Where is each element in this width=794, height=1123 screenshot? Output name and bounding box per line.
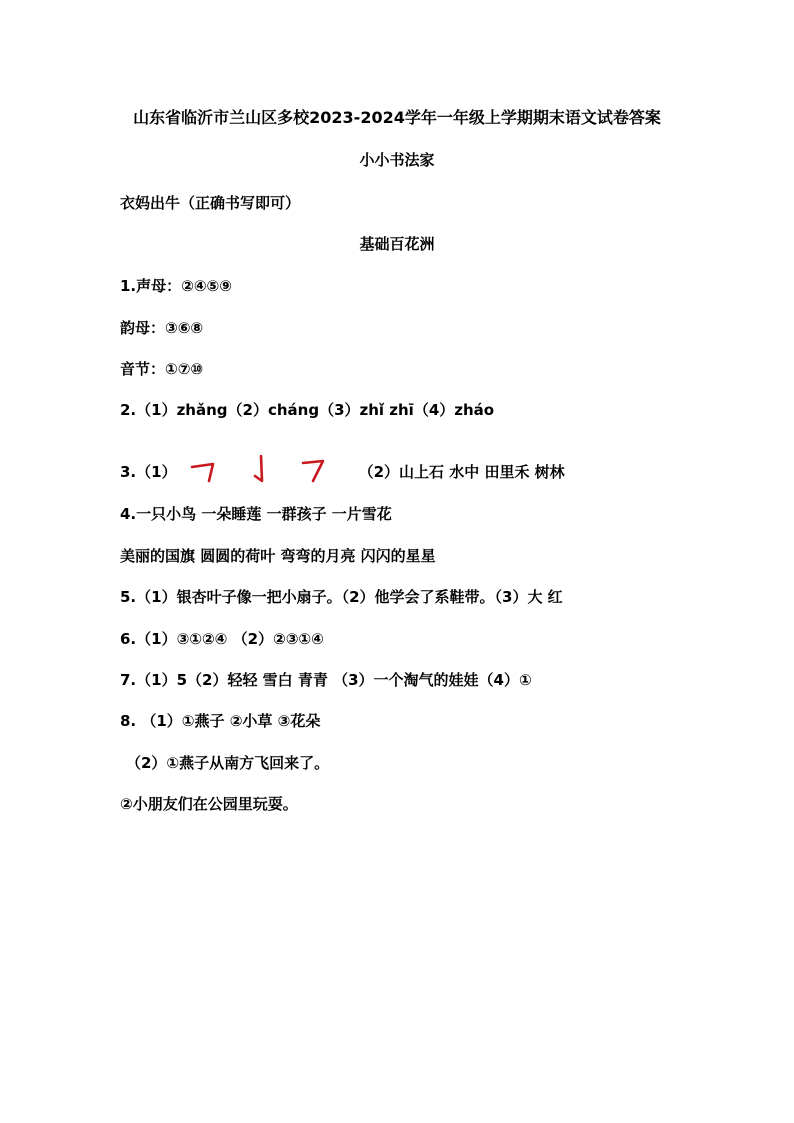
q3-prefix: 3.（1）	[120, 463, 177, 481]
q8-part1: 8. （1）①燕子 ②小草 ③花朵	[120, 712, 321, 730]
stroke-heng-zhe-icon	[189, 459, 219, 489]
q7-answer: 7.（1）5（2）轻轻 雪白 青青 （3）一个淘气的娃娃（4）①	[120, 671, 532, 689]
section-heading-calligraphy: 小小书法家	[359, 151, 435, 169]
stroke-heng-pie-icon	[299, 455, 329, 489]
q3-suffix: （2）山上石 水中 田里禾 树林	[358, 463, 565, 481]
q2-answer: 2.（1）zhǎng（2）cháng（3）zhǐ zhī（4）zháo	[120, 401, 495, 419]
calligraphy-answer: 衣妈出牛（正确书写即可）	[120, 194, 301, 212]
stroke-shu-gou-icon	[245, 453, 275, 487]
q5-answer: 5.（1）银杏叶子像一把小扇子。（2）他学会了系鞋带。（3）大 红	[120, 588, 563, 606]
q4-descriptors: 美丽的国旗 圆圆的荷叶 弯弯的月亮 闪闪的星星	[120, 547, 436, 565]
q6-answer: 6.（1）③①②④ （2）②③①④	[120, 630, 324, 648]
q8-part2-second: ②小朋友们在公园里玩耍。	[120, 795, 298, 813]
section-heading-basics: 基础百花洲	[359, 235, 435, 253]
q4-quantifiers: 4.一只小鸟 一朵睡莲 一群孩子 一片雪花	[120, 505, 392, 523]
page-title: 山东省临沂市兰山区多校2023-2024学年一年级上学期期末语文试卷答案	[133, 108, 661, 127]
q1-initials: 1.声母：②④⑤⑨	[120, 277, 232, 295]
stroke-images	[181, 453, 341, 493]
q1-syllables: 音节：①⑦⑩	[120, 360, 204, 378]
q8-part2: （2）①燕子从南方飞回来了。	[126, 754, 330, 772]
q1-finals: 韵母：③⑥⑧	[120, 319, 204, 337]
q3-answer	[120, 452, 565, 492]
